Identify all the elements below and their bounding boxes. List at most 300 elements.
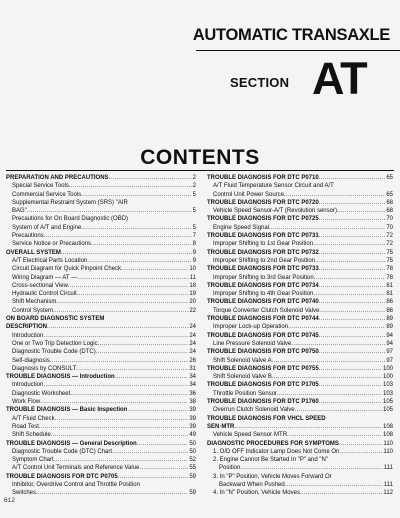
toc-leader-dots <box>285 481 383 489</box>
toc-entry-page: 108 <box>382 432 393 439</box>
toc-entry[interactable] <box>207 240 393 248</box>
toc-entry[interactable] <box>6 249 196 257</box>
toc-entry[interactable] <box>6 348 196 356</box>
toc-entry-page: 34 <box>189 382 196 389</box>
toc-entry-title: Throttle Position Sensor <box>213 390 278 397</box>
toc-entry-page: 2 <box>192 183 196 190</box>
toc-entry-page: 108 <box>382 423 393 430</box>
toc-entry[interactable] <box>207 431 393 439</box>
toc-entry-title: Overrun Clutch Solenoid Valve <box>213 407 295 414</box>
toc-leader-dots <box>56 298 188 306</box>
toc-entry-title: Switches <box>12 490 37 497</box>
toc-entry-title: Control System <box>12 307 54 314</box>
toc-entry[interactable] <box>6 191 196 199</box>
toc-entry-title: TROUBLE DIAGNOSIS FOR DTC P0720 <box>207 199 319 206</box>
toc-leader-dots <box>77 274 189 282</box>
toc-entry-page: 5 <box>192 224 196 231</box>
toc-entry[interactable] <box>6 456 196 464</box>
toc-leader-dots <box>269 224 385 232</box>
toc-leader-dots <box>27 207 192 215</box>
toc-entry-title: 4. In "N" Position, Vehicle Moves <box>213 490 300 497</box>
toc-leader-dots <box>277 390 382 398</box>
toc-entry[interactable] <box>6 381 196 389</box>
toc-entry[interactable] <box>6 464 196 472</box>
toc-leader-dots <box>319 381 382 389</box>
toc-entry[interactable] <box>207 290 393 298</box>
toc-leader-dots <box>81 191 191 199</box>
toc-entry[interactable] <box>6 290 196 298</box>
toc-entry[interactable] <box>207 265 393 273</box>
toc-leader-dots <box>70 390 188 398</box>
toc-leader-dots <box>77 290 189 298</box>
toc-leader-dots <box>272 357 386 365</box>
toc-entry-title: Cross-sectional View <box>12 282 68 289</box>
toc-entry[interactable] <box>207 174 393 182</box>
toc-entry[interactable] <box>6 182 196 190</box>
toc-entry-page: 8 <box>192 241 196 248</box>
toc-entry-page: 100 <box>382 365 393 372</box>
toc-entry-page: 103 <box>382 382 393 389</box>
toc-entry-title: Work Flow <box>12 399 41 406</box>
toc-entry[interactable] <box>207 274 393 282</box>
toc-entry-page: 72 <box>386 233 393 240</box>
toc-entry[interactable] <box>6 265 196 273</box>
toc-entry-page: 97 <box>386 357 393 364</box>
toc-entry[interactable] <box>207 415 393 423</box>
toc-entry[interactable] <box>6 489 196 497</box>
toc-leader-dots <box>319 332 386 340</box>
toc-entry-page: 52 <box>189 457 196 464</box>
toc-entry[interactable] <box>6 199 196 207</box>
toc-entry-title: TROUBLE DIAGNOSIS FOR DTC P0732 <box>207 249 319 256</box>
toc-entry-page: 110 <box>383 440 393 447</box>
toc-entry-title: Road Test <box>12 423 39 430</box>
toc-entry-title: Torque Converter Clutch Solenoid Valve <box>213 307 320 314</box>
toc-entry-page: 9 <box>192 257 196 264</box>
toc-entry-title: A/T Control Unit Terminals and Reference Value <box>12 465 140 472</box>
toc-entry-page: 31 <box>189 365 196 372</box>
toc-entry-page: 39 <box>189 423 196 430</box>
toc-entry[interactable] <box>207 390 393 398</box>
toc-leader-dots <box>300 489 382 497</box>
toc-leader-dots <box>50 357 189 365</box>
toc-leader-dots <box>314 274 386 282</box>
toc-entry-page: 24 <box>189 340 196 347</box>
toc-entry-page: 24 <box>189 349 196 356</box>
toc-entry[interactable] <box>6 240 196 248</box>
toc-leader-dots <box>284 191 385 199</box>
toc-entry[interactable] <box>207 199 393 207</box>
toc-entry[interactable] <box>6 473 196 481</box>
toc-leader-dots <box>319 249 386 257</box>
toc-entry[interactable] <box>207 357 393 365</box>
toc-entry-title: Special Service Tools <box>12 183 69 190</box>
toc-entry-title: Vehicle Speed Sensor·MTR <box>213 432 288 439</box>
toc-entry[interactable] <box>207 191 393 199</box>
section-code: AT <box>312 53 367 104</box>
toc-entry-page: 89 <box>386 324 393 331</box>
toc-entry-title: Improper Shifting to 4th Gear Position <box>213 291 314 298</box>
toc-entry[interactable] <box>207 298 393 306</box>
toc-entry-title: Diagnostic Worksheet <box>12 390 71 397</box>
toc-entry-page: 59 <box>189 473 196 480</box>
toc-leader-dots <box>68 282 188 290</box>
toc-entry-page: 38 <box>189 399 196 406</box>
toc-entry-title: TROUBLE DIAGNOSIS — Basic Inspection <box>6 407 128 414</box>
toc-entry[interactable] <box>207 340 393 348</box>
toc-entry-title: Improper Shifting to 1st Gear Position <box>213 241 314 248</box>
toc-entry-page: 5 <box>192 208 196 215</box>
toc-entry[interactable] <box>6 307 196 315</box>
toc-entry-title: Shift Schedule <box>12 432 51 439</box>
toc-entry-page: 9 <box>192 249 196 256</box>
toc-leader-dots <box>319 199 386 207</box>
toc-entry-title: Symptom Chart <box>12 457 54 464</box>
toc-entry-title: Engine Speed Signal <box>213 224 270 231</box>
toc-entry-title: Precautions <box>12 233 44 240</box>
toc-entry[interactable] <box>6 357 196 365</box>
contents-rule <box>6 170 394 171</box>
toc-entry[interactable] <box>6 215 196 223</box>
toc-leader-dots <box>295 406 382 414</box>
toc-entry[interactable] <box>207 489 393 497</box>
toc-entry[interactable] <box>207 448 393 456</box>
toc-entry[interactable] <box>207 323 393 331</box>
toc-entry-page: 75 <box>386 249 393 256</box>
toc-entry[interactable] <box>6 440 196 448</box>
toc-entry[interactable] <box>207 232 393 240</box>
toc-entry[interactable] <box>207 332 393 340</box>
toc-entry-page: 11 <box>189 274 196 281</box>
toc-entry[interactable] <box>6 365 196 373</box>
toc-entry-page: 100 <box>382 374 393 381</box>
toc-entry[interactable] <box>6 298 196 306</box>
toc-leader-dots <box>40 398 188 406</box>
toc-entry-title: TROUBLE DIAGNOSIS FOR DTC P0725 <box>207 216 319 223</box>
toc-entry-title: Circuit Diagram for Quick Pinpoint Check <box>12 266 122 273</box>
toc-entry-title: SEN·MTR <box>207 423 235 430</box>
toc-entry-page: 75 <box>386 257 393 264</box>
toc-entry-page: 22 <box>189 307 196 314</box>
toc-entry-title: 1. O/D OFF Indicator Lamp Does Not Come On <box>213 448 340 455</box>
toc-entry-title: TROUBLE DIAGNOSIS FOR VHCL SPEED <box>207 415 326 422</box>
toc-entry[interactable] <box>207 249 393 257</box>
toc-leader-dots <box>61 249 192 257</box>
toc-entry[interactable] <box>207 348 393 356</box>
toc-entry-title: Hydraulic Control Circuit <box>12 291 77 298</box>
toc-entry[interactable] <box>6 232 196 240</box>
toc-entry[interactable] <box>207 315 393 323</box>
toc-entry[interactable] <box>207 307 393 315</box>
toc-entry-title: Introduction <box>12 332 44 339</box>
contents-heading: CONTENTS <box>140 146 260 169</box>
toc-entry-page: 65 <box>386 175 393 181</box>
toc-entry-title: DIAGNOSTIC PROCEDURES FOR SYMPTOMS <box>207 440 339 447</box>
toc-entry-page: 24 <box>189 332 196 339</box>
toc-entry-title: A/T Fluid Check <box>12 415 55 422</box>
toc-entry-page: 103 <box>382 390 393 397</box>
toc-entry-page: 105 <box>382 407 393 414</box>
toc-entry-page: 78 <box>386 274 393 281</box>
toc-leader-dots <box>339 440 383 448</box>
toc-entry-page: 94 <box>386 340 393 347</box>
toc-entry[interactable] <box>6 415 196 423</box>
toc-entry-page: 68 <box>386 208 393 215</box>
toc-entry-title: BAG" <box>12 208 27 215</box>
toc-entry[interactable] <box>6 390 196 398</box>
toc-entry[interactable] <box>207 373 393 381</box>
toc-leader-dots <box>319 232 386 240</box>
toc-entry-title: 3. In "P" Position, Vehicle Moves Forward Or <box>213 473 332 480</box>
toc-entry[interactable] <box>6 431 196 439</box>
toc-leader-dots <box>240 464 383 472</box>
toc-entry[interactable] <box>207 182 393 190</box>
toc-entry[interactable] <box>6 207 196 215</box>
toc-entry-title: Introduction <box>12 382 44 389</box>
toc-entry-page: 81 <box>386 291 393 298</box>
toc-entry[interactable] <box>6 332 196 340</box>
toc-left-column <box>6 174 196 498</box>
toc-entry-page: 68 <box>386 199 393 206</box>
toc-entry-title: Improper Shifting to 2nd Gear Position <box>213 257 316 264</box>
toc-entry-page: 20 <box>189 299 196 306</box>
toc-entry-title: Diagnosis by CONSULT <box>12 365 77 372</box>
toc-entry[interactable] <box>207 398 393 406</box>
toc-entry-page: 86 <box>386 299 393 306</box>
toc-entry-title: Shift Mechanism <box>12 299 57 306</box>
toc-entry-page: 50 <box>189 448 196 455</box>
toc-leader-dots <box>54 456 189 464</box>
toc-leader-dots <box>272 373 382 381</box>
toc-entry-page: 18 <box>189 282 196 289</box>
toc-entry[interactable] <box>207 257 393 265</box>
toc-entry-page: 97 <box>386 349 393 356</box>
toc-leader-dots <box>96 348 189 356</box>
toc-entry-page: 111 <box>383 465 393 472</box>
toc-leader-dots <box>234 423 382 431</box>
toc-leader-dots <box>51 431 189 439</box>
toc-entry-title: Backward When Pushed <box>219 481 285 488</box>
toc-entry-title: TROUBLE DIAGNOSIS FOR DTC P0733 <box>207 266 319 273</box>
toc-leader-dots <box>319 265 386 273</box>
manual-title: AUTOMATIC TRANSAXLE <box>192 26 390 44</box>
toc-leader-dots <box>288 323 385 331</box>
toc-entry-page: 39 <box>189 407 196 414</box>
toc-entry-page: 110 <box>383 448 393 455</box>
toc-entry[interactable] <box>207 224 393 232</box>
toc-entry[interactable] <box>6 373 196 381</box>
toc-leader-dots <box>69 182 192 190</box>
toc-entry[interactable] <box>207 456 393 464</box>
section-label: SECTION <box>230 75 290 90</box>
toc-entry-title: Improper Lock-up Operation <box>213 324 289 331</box>
toc-entry-title: TROUBLE DIAGNOSIS FOR DTC P0731 <box>207 233 319 240</box>
toc-leader-dots <box>121 265 188 273</box>
toc-entry[interactable] <box>6 340 196 348</box>
toc-entry[interactable] <box>207 423 393 431</box>
toc-entry-title: Commercial Service Tools <box>12 191 82 198</box>
toc-entry-page: 26 <box>189 357 196 364</box>
toc-leader-dots <box>319 215 386 223</box>
toc-entry[interactable] <box>207 207 393 215</box>
toc-entry-title: A/T Fluid Temperature Sensor Circuit and A/T <box>213 183 334 190</box>
toc-leader-dots <box>319 174 386 182</box>
toc-entry-page: 39 <box>189 415 196 422</box>
toc-entry[interactable] <box>207 406 393 414</box>
toc-entry-title: Diagnostic Trouble Code (DTC) <box>12 349 96 356</box>
toc-entry-page: 105 <box>382 399 393 406</box>
toc-entry-title: TROUBLE DIAGNOSIS — General Description <box>6 440 137 447</box>
toc-entry[interactable] <box>6 274 196 282</box>
toc-entry-title: Service Notice or Precautions <box>12 241 92 248</box>
toc-entry[interactable] <box>6 481 196 489</box>
toc-entry-page: 24 <box>189 324 196 331</box>
toc-entry[interactable] <box>6 315 196 323</box>
toc-entry-title: TROUBLE DIAGNOSIS — Introduction <box>6 374 115 381</box>
toc-entry-page: 70 <box>386 224 393 231</box>
toc-entry-page: 65 <box>386 191 393 198</box>
toc-leader-dots <box>319 298 386 306</box>
toc-entry[interactable] <box>207 215 393 223</box>
toc-entry-title: A/T Electrical Parts Location <box>12 257 88 264</box>
toc-entry[interactable] <box>207 440 393 448</box>
toc-entry-title: Supplemental Restraint System (SRS) "AIR <box>12 199 128 206</box>
toc-leader-dots <box>319 398 382 406</box>
toc-leader-dots <box>315 257 385 265</box>
toc-entry[interactable] <box>6 174 196 182</box>
toc-entry-page: 78 <box>386 266 393 273</box>
toc-entry-page: 72 <box>386 241 393 248</box>
toc-leader-dots <box>118 473 189 481</box>
toc-leader-dots <box>44 232 192 240</box>
toc-leader-dots <box>287 431 382 439</box>
toc-entry-title: TROUBLE DIAGNOSIS FOR DTC P1705 <box>207 382 319 389</box>
toc-entry[interactable] <box>6 323 196 331</box>
toc-entry-title: TROUBLE DIAGNOSIS FOR DTC P0740 <box>207 299 319 306</box>
toc-entry-title: Precautions for On Board Diagnostic (OBD) <box>12 216 129 223</box>
toc-leader-dots <box>47 323 188 331</box>
toc-leader-dots <box>319 315 386 323</box>
toc-leader-dots <box>43 381 188 389</box>
toc-entry-page: 111 <box>383 481 393 488</box>
toc-leader-dots <box>43 332 188 340</box>
toc-entry-title: 2. Engine Cannot Be Started In "P" and "N" <box>213 457 328 464</box>
toc-entry[interactable] <box>6 423 196 431</box>
toc-entry-page: 94 <box>386 332 393 339</box>
toc-leader-dots <box>127 406 188 414</box>
toc-leader-dots <box>319 307 385 315</box>
toc-leader-dots <box>139 464 188 472</box>
toc-leader-dots <box>319 282 386 290</box>
toc-entry[interactable] <box>207 464 393 472</box>
toc-entry-title: TROUBLE DIAGNOSIS FOR DTC P0744 <box>207 316 319 323</box>
toc-entry[interactable] <box>6 282 196 290</box>
toc-entry-page: 34 <box>189 374 196 381</box>
toc-entry-title: One or Two Trip Detection Logic <box>12 340 98 347</box>
toc-entry-title: TROUBLE DIAGNOSIS FOR DTC P1760 <box>207 399 319 406</box>
toc-entry-page: 55 <box>189 465 196 472</box>
toc-entry-page: 10 <box>189 266 196 273</box>
toc-leader-dots <box>81 224 191 232</box>
toc-entry[interactable] <box>207 381 393 389</box>
toc-entry-title: System of A/T and Engine <box>12 224 82 231</box>
toc-entry-title: Inhibitor, Overdrive Control and Throttle Position <box>12 481 140 488</box>
toc-leader-dots <box>339 448 382 456</box>
toc-entry[interactable] <box>6 257 196 265</box>
toc-entry-page: 7 <box>192 233 196 240</box>
toc-entry[interactable] <box>6 398 196 406</box>
toc-entry[interactable] <box>207 481 393 489</box>
toc-entry-title: TROUBLE DIAGNOSIS FOR DTC P0705 <box>6 473 118 480</box>
toc-entry-title: Diagnostic Trouble Code (DTC) Chart <box>12 448 113 455</box>
toc-leader-dots <box>337 207 385 215</box>
toc-entry-page: 70 <box>386 216 393 223</box>
toc-entry[interactable] <box>207 473 393 481</box>
toc-entry-page: 36 <box>189 390 196 397</box>
toc-leader-dots <box>313 240 385 248</box>
toc-leader-dots <box>115 373 189 381</box>
toc-entry-title: Shift Solenoid Valve B <box>213 374 272 381</box>
toc-entry-title: Self-diagnosis <box>12 357 50 364</box>
toc-entry-page: 19 <box>189 291 196 298</box>
toc-leader-dots <box>319 348 386 356</box>
toc-leader-dots <box>112 448 188 456</box>
toc-entry-title: Vehicle Speed Sensor-A/T (Revolution sensor) <box>213 208 337 215</box>
toc-entry-title: Line Pressure Solenoid Valve <box>213 340 292 347</box>
toc-entry-page: 5 <box>192 191 196 198</box>
toc-leader-dots <box>291 340 385 348</box>
toc-entry-title: PREPARATION AND PRECAUTIONS <box>6 175 109 181</box>
toc-entry-title: TROUBLE DIAGNOSIS FOR DTC P0710 <box>207 175 319 181</box>
toc-leader-dots <box>319 365 382 373</box>
toc-entry-title: ON BOARD DIAGNOSTIC SYSTEM <box>6 316 105 323</box>
toc-entry-title: Improper Shifting to 3rd Gear Position <box>213 274 314 281</box>
toc-leader-dots <box>87 257 191 265</box>
toc-leader-dots <box>91 240 192 248</box>
toc-entry-page: 81 <box>386 282 393 289</box>
toc-right-column <box>207 174 393 498</box>
toc-leader-dots <box>39 423 188 431</box>
toc-entry-title: TROUBLE DIAGNOSIS FOR DTC P0750 <box>207 349 319 356</box>
toc-entry-page: 86 <box>386 307 393 314</box>
page-number: 612 <box>4 497 15 504</box>
toc-entry-page: 59 <box>189 490 196 497</box>
toc-entry-title: OVERALL SYSTEM <box>6 249 61 256</box>
toc-entry[interactable] <box>207 282 393 290</box>
toc-entry-title: TROUBLE DIAGNOSIS FOR DTC P0734 <box>207 282 319 289</box>
toc-entry[interactable] <box>6 224 196 232</box>
toc-entry-title: Control Unit Power Source <box>213 191 285 198</box>
toc-entry-title: DESCRIPTION <box>6 324 48 331</box>
toc-entry-page: 112 <box>383 490 393 497</box>
header-rule <box>196 50 400 51</box>
toc-entry-title: TROUBLE DIAGNOSIS FOR DTC P0755 <box>207 365 319 372</box>
toc-entry-title: TROUBLE DIAGNOSIS FOR DTC P0745 <box>207 332 319 339</box>
toc-leader-dots <box>109 174 192 182</box>
toc-leader-dots <box>55 415 189 423</box>
toc-entry-title: Wiring Diagram — AT — <box>12 274 78 281</box>
toc-leader-dots <box>36 489 188 497</box>
toc-entry-page: 2 <box>192 175 196 181</box>
toc-entry-title: Shift Solenoid Valve A <box>213 357 272 364</box>
toc-leader-dots <box>53 307 188 315</box>
toc-leader-dots <box>76 365 188 373</box>
toc-entry[interactable] <box>6 406 196 414</box>
toc-entry-page: 50 <box>189 440 196 447</box>
toc-leader-dots <box>98 340 189 348</box>
toc-entry[interactable] <box>6 448 196 456</box>
toc-entry[interactable] <box>207 365 393 373</box>
